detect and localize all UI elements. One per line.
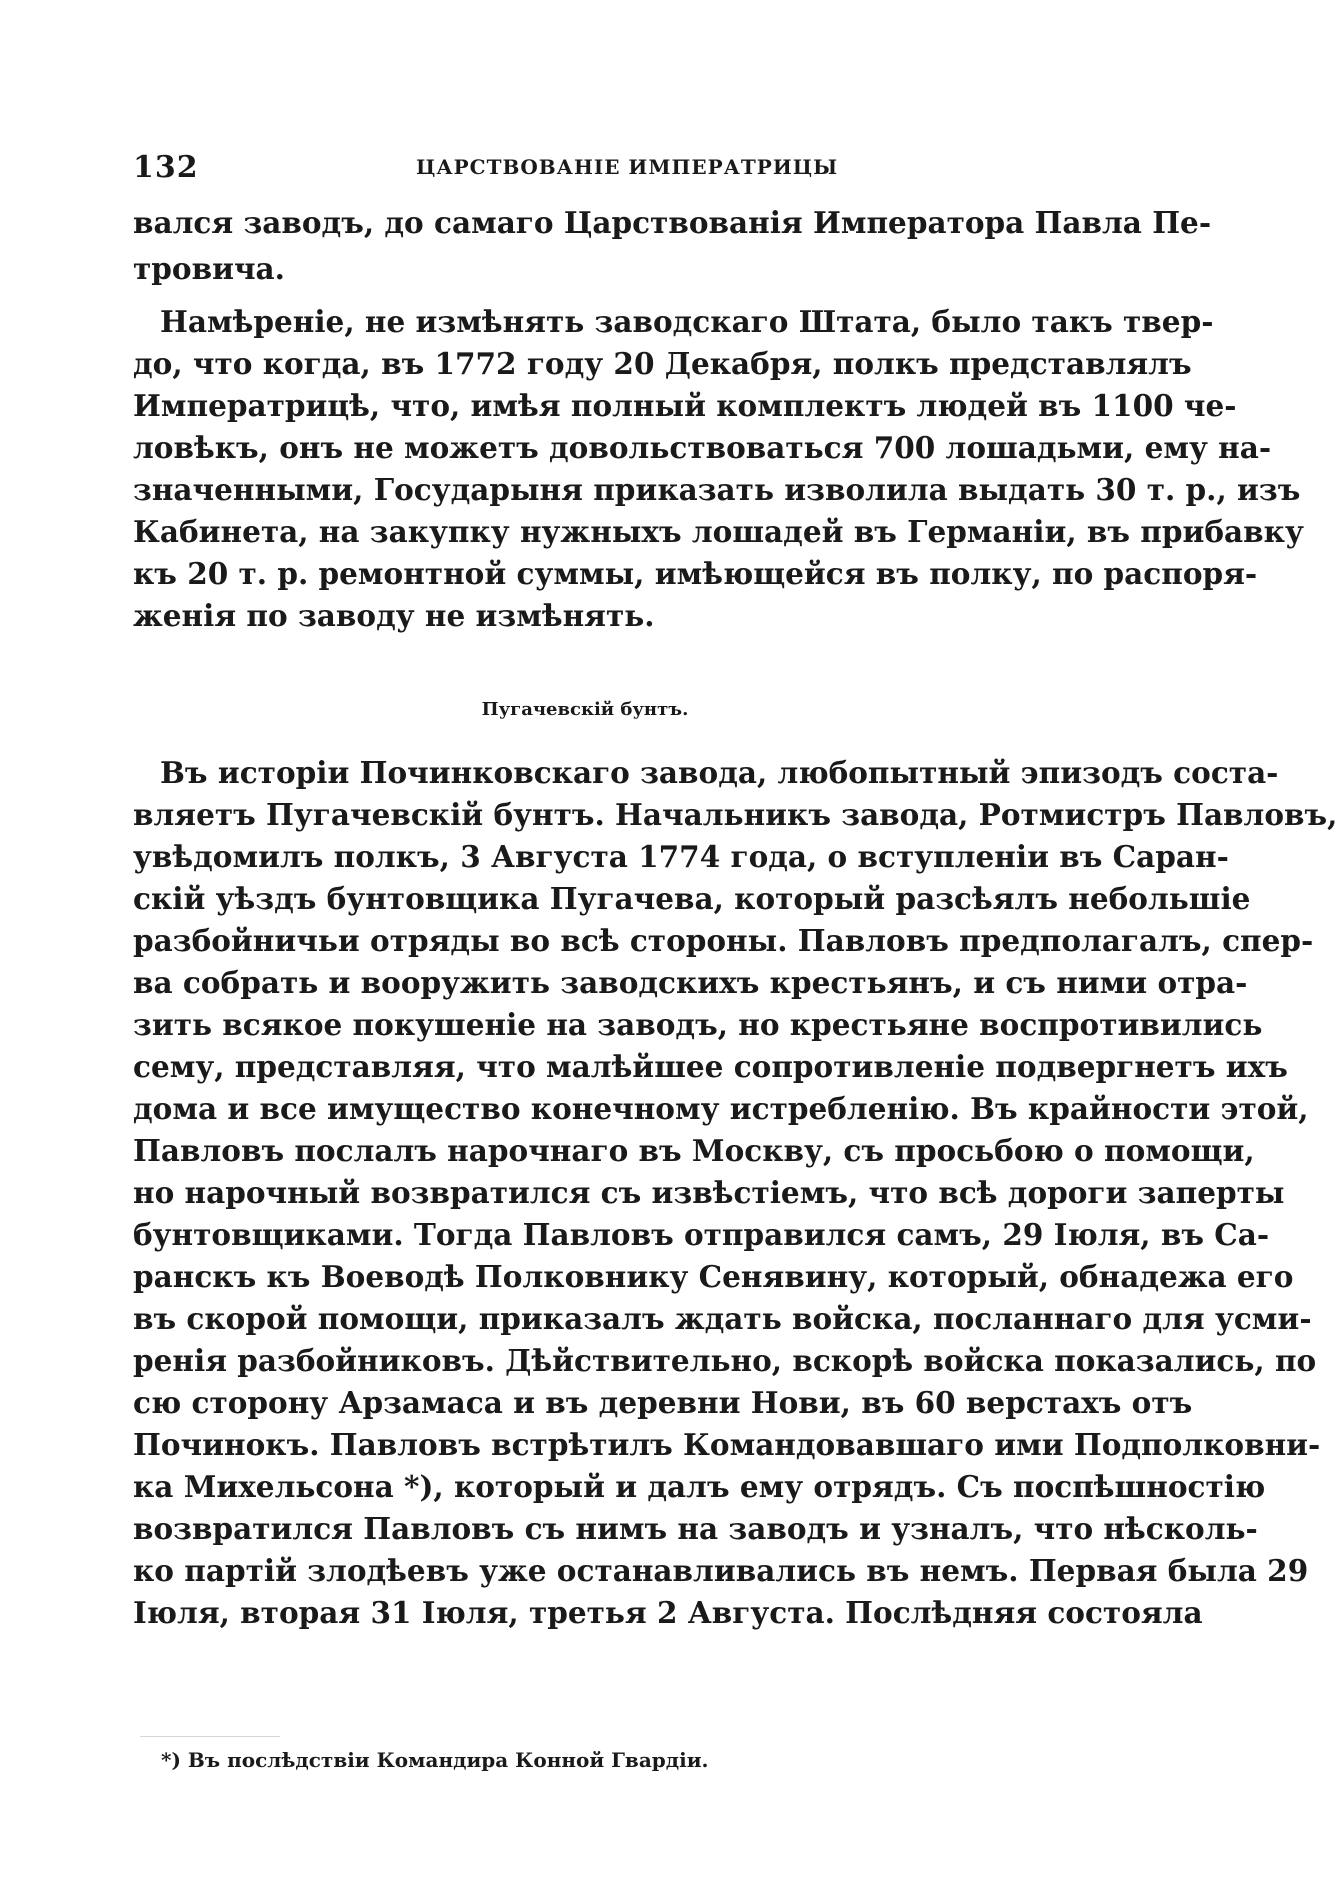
text-line: сему, представляя, что малѣйшее сопротивленіе подвергнетъ ихъ	[133, 1049, 1288, 1084]
text-line: Намѣреніе, не измѣнять заводскаго Штата, было такъ твер-	[160, 304, 1214, 339]
footnote: *) Въ послѣдствіи Командира Конной Гвардіи.	[161, 1748, 709, 1772]
running-head	[133, 150, 1038, 190]
text-line: но нарочный возвратился съ извѣстіемъ, что всѣ дороги заперты	[133, 1175, 1285, 1210]
text-line: зить всякое покушеніе на заводъ, но крестьяне воспротивились	[133, 1007, 1263, 1042]
section-title: Пугачевскій бунтъ.	[481, 699, 689, 720]
text-line: сю сторону Арзамаса и въ деревни Нови, въ 60 верстахъ отъ	[133, 1385, 1193, 1420]
text-line: ловѣкъ, онъ не можетъ довольствоваться 700 лошадьми, ему на-	[133, 430, 1272, 465]
text-line: въ скорой помощи, приказалъ ждать войска, посланнаго для усми-	[133, 1301, 1312, 1336]
page-number: 132	[133, 150, 199, 185]
text-line: дома и все имущество конечному истребленію. Въ крайности этой,	[133, 1091, 1309, 1126]
text-line: до, что когда, въ 1772 году 20 Декабря, полкъ представлялъ	[133, 346, 1192, 381]
text-line: Павловъ послалъ нарочнаго въ Москву, съ просьбою о помощи,	[133, 1133, 1255, 1168]
text-line: скій уѣздъ бунтовщика Пугачева, который разсѣялъ небольшіе	[133, 881, 1251, 916]
text-line: возвратился Павловъ съ нимъ на заводъ и узналъ, что нѣсколь-	[133, 1511, 1258, 1546]
text-line: вался заводъ, до самаго Царствованія Императора Павла Пе-	[133, 205, 1212, 240]
text-line: бунтовщиками. Тогда Павловъ отправился самъ, 29 Іюля, въ Са-	[133, 1217, 1270, 1252]
text-line: ренія разбойниковъ. Дѣйствительно, вскорѣ войска показались, по	[133, 1343, 1317, 1378]
text-line: къ 20 т. р. ремонтной суммы, имѣющейся въ полку, по распоря-	[133, 556, 1258, 591]
text-line: Въ исторіи Починковскаго завода, любопытный эпизодъ соста-	[160, 755, 1279, 790]
text-line: разбойничьи отряды во всѣ стороны. Павловъ предполагалъ, спер-	[133, 923, 1314, 958]
text-line: Императрицѣ, что, имѣя полный комплектъ людей въ 1100 че-	[133, 388, 1237, 423]
running-title: ЦАРСТВОВАНІЕ ИМПЕРАТРИЦЫ	[416, 155, 839, 179]
text-line: ко партій злодѣевъ уже останавливались въ немъ. Первая была 29	[133, 1553, 1309, 1588]
text-line: Іюля, вторая 31 Іюля, третья 2 Августа. Послѣдняя состояла	[133, 1595, 1203, 1630]
text-line: вляетъ Пугачевскій бунтъ. Начальникъ завода, Ротмистръ Павловъ,	[133, 797, 1337, 832]
text-line: ва собрать и вооружить заводскихъ крестьянъ, и съ ними отра-	[133, 965, 1248, 1000]
text-line: ранскъ къ Воеводѣ Полковнику Сенявину, который, обнадежа его	[133, 1259, 1294, 1294]
text-line: женія по заводу не измѣнять.	[133, 598, 655, 633]
text-line: увѣдомилъ полкъ, 3 Августа 1774 года, о вступленіи въ Саран-	[133, 839, 1229, 874]
text-line: тровича.	[133, 251, 285, 286]
text-line: Кабинета, на закупку нужныхъ лошадей въ Германіи, въ прибавку	[133, 514, 1304, 549]
footnote-divider	[140, 1736, 280, 1737]
text-line: значенными, Государыня приказать изволила выдать 30 т. р., изъ	[133, 472, 1301, 507]
text-line: ка Михельсона *), который и далъ ему отрядъ. Съ поспѣшностію	[133, 1469, 1266, 1504]
text-line: Починокъ. Павловъ встрѣтилъ Командовавшаго ими Подполковни-	[133, 1427, 1321, 1462]
